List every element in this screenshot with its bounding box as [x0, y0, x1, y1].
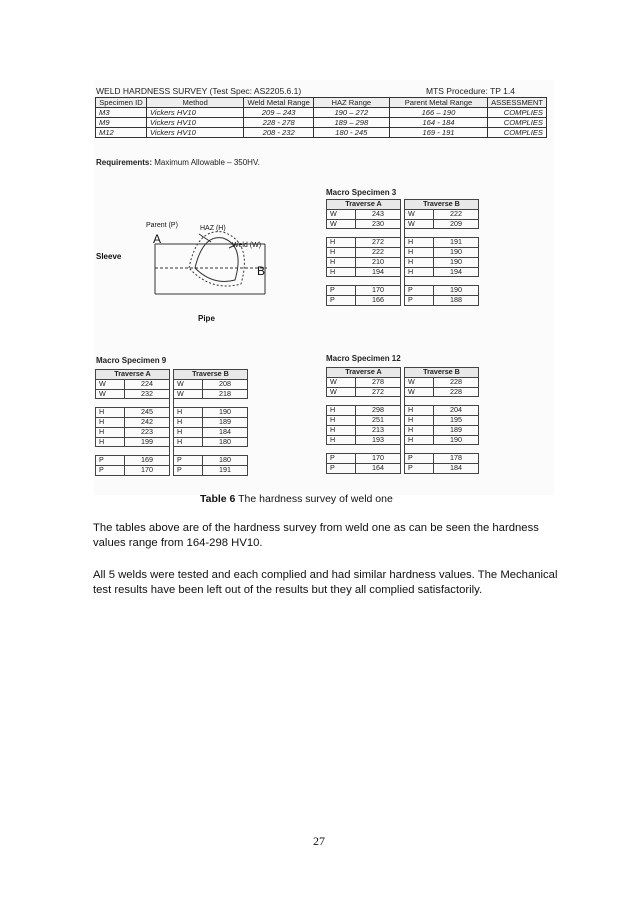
label-pipe: Pipe — [198, 314, 215, 323]
cell: 166 – 190 — [389, 108, 487, 118]
page-number: 27 — [313, 834, 325, 848]
table-row: W 230 W 209 — [327, 219, 479, 229]
macro-9-title: Macro Specimen 9 — [96, 356, 167, 365]
header-weld-metal-range: Weld Metal Range — [244, 98, 313, 108]
table-row — [96, 118, 547, 128]
table-row: W 272 W 228 — [327, 387, 479, 397]
traverse-b-header: Traverse B — [405, 368, 479, 378]
table-row: H 223 H 184 — [96, 427, 248, 437]
cell: Vickers HV10 — [146, 128, 244, 138]
table-row: P 170 P 190 — [327, 286, 479, 296]
macro-12-title: Macro Specimen 12 — [326, 354, 401, 363]
haz-leader — [199, 234, 211, 242]
traverse-b-header: Traverse B — [174, 370, 248, 380]
caption-text: The hardness survey of weld one — [235, 493, 393, 505]
traverse-a-header: Traverse A — [327, 368, 401, 378]
traverse-a-header: Traverse A — [327, 200, 401, 210]
cell: Vickers HV10 — [146, 108, 244, 118]
header-parent-metal-range: Parent Metal Range — [389, 98, 487, 108]
macro-9-table — [95, 369, 248, 476]
table-row: H 298 H 204 — [327, 406, 479, 416]
table-row: W 224 W 208 — [96, 379, 248, 389]
table-row: H 245 H 190 — [96, 408, 248, 418]
label-weld: Weld (W) — [232, 242, 262, 249]
body-paragraph-2: All 5 welds were tested and each complied and had similar hardness values. The Mechanical test results have been left out of the results but they all complied satisfactorily. — [93, 569, 558, 596]
table-row: W 243 W 222 — [327, 209, 479, 219]
body-paragraph-1: The tables above are of the hardness survey from weld one as can be seen the hardness values range from 164-298 HV10. — [93, 522, 539, 549]
label-parent: Parent (P) — [146, 222, 178, 229]
cell: M12 — [96, 128, 147, 138]
caption-label: Table 6 — [200, 493, 236, 505]
cell: Vickers HV10 — [146, 118, 244, 128]
macro-3-title: Macro Specimen 3 — [326, 188, 397, 197]
label-a: A — [153, 232, 162, 246]
table-row: P 169 P 180 — [96, 456, 248, 466]
table-row: P 170 P 191 — [96, 465, 248, 475]
header-method: Method — [146, 98, 244, 108]
table-row: W 278 W 228 — [327, 377, 479, 387]
table-row: H 213 H 189 — [327, 425, 479, 435]
cell: 169 - 191 — [389, 128, 487, 138]
label-b: B — [257, 264, 266, 278]
cell: M9 — [96, 118, 147, 128]
table-row: H 194 H 194 — [327, 267, 479, 277]
label-haz: HAZ (H) — [200, 225, 226, 232]
requirements-label: Requirements: — [96, 158, 153, 167]
survey-procedure: MTS Procedure: TP 1.4 — [426, 86, 515, 96]
traverse-b-header: Traverse B — [405, 200, 479, 210]
table-row: P 170 P 178 — [327, 454, 479, 464]
table-row: H 272 H 191 — [327, 238, 479, 248]
table-row: H 242 H 189 — [96, 417, 248, 427]
table-row — [96, 128, 547, 138]
header-assessment: ASSESSMENT — [488, 98, 547, 108]
table-row: H 199 H 180 — [96, 437, 248, 447]
table-row: H 193 H 190 — [327, 435, 479, 445]
cell: 209 – 243 — [244, 108, 313, 118]
label-sleeve: Sleeve — [96, 252, 122, 261]
survey-title: WELD HARDNESS SURVEY (Test Spec: AS2205.6.1) — [96, 86, 302, 96]
table-row: H 251 H 195 — [327, 415, 479, 425]
cell: COMPLIES — [488, 128, 547, 138]
cell: 164 - 184 — [389, 118, 487, 128]
header-haz-range: HAZ Range — [313, 98, 389, 108]
cell: COMPLIES — [488, 118, 547, 128]
table-row: P 164 P 184 — [327, 463, 479, 473]
cell: COMPLIES — [488, 108, 547, 118]
cell: 208 - 232 — [244, 128, 313, 138]
table-row: H 222 H 190 — [327, 247, 479, 257]
table-caption — [200, 493, 393, 505]
traverse-a-header: Traverse A — [96, 370, 170, 380]
table-row: W 232 W 218 — [96, 389, 248, 399]
macro-12-table — [326, 367, 479, 474]
requirements-text: Maximum Allowable – 350HV. — [154, 158, 260, 167]
macro-3-table — [326, 199, 479, 306]
weld-hardness-survey-table — [95, 97, 547, 138]
cell: 189 – 298 — [313, 118, 389, 128]
table-row — [96, 108, 547, 118]
cell: 228 - 278 — [244, 118, 313, 128]
cell: 180 - 245 — [313, 128, 389, 138]
table-row: P 166 P 188 — [327, 295, 479, 305]
requirements-line — [96, 158, 260, 167]
cell: M3 — [96, 108, 147, 118]
cell: 190 – 272 — [313, 108, 389, 118]
header-specimen-id: Specimen ID — [96, 98, 147, 108]
table-row: H 210 H 190 — [327, 257, 479, 267]
